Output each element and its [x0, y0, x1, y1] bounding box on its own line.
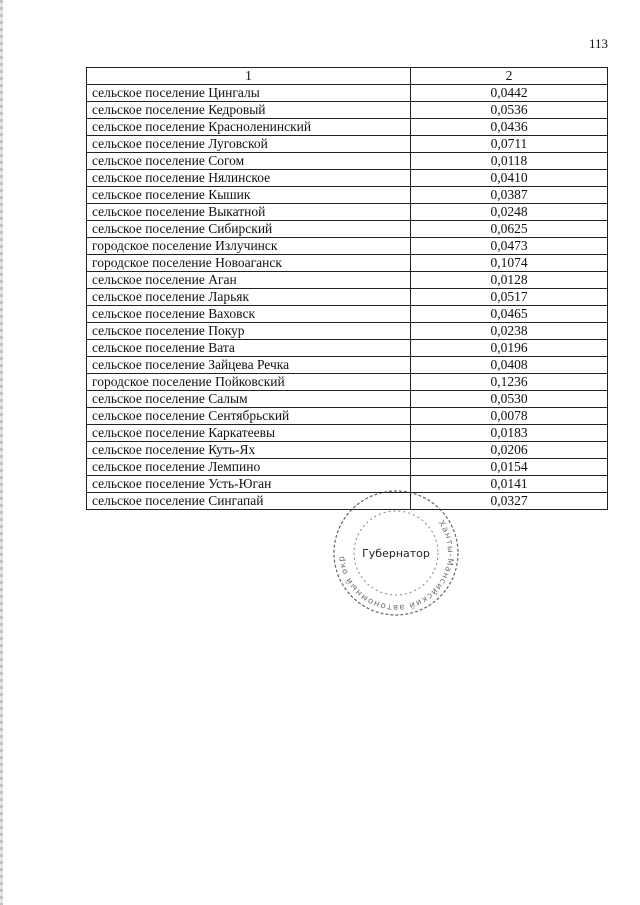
- settlement-name-cell: сельское поселение Каркатеевы: [87, 425, 411, 442]
- table-row: [87, 408, 608, 425]
- coefficient-value-cell: 0,0183: [411, 425, 608, 442]
- settlement-name-cell: сельское поселение Красноленинский: [87, 119, 411, 136]
- settlement-name-cell: сельское поселение Вата: [87, 340, 411, 357]
- coefficient-value-cell: 0,0387: [411, 187, 608, 204]
- table-row: [87, 442, 608, 459]
- settlement-name-cell: сельское поселение Ларьяк: [87, 289, 411, 306]
- coefficient-value-cell: 0,0625: [411, 221, 608, 238]
- settlement-name-cell: сельское поселение Усть-Юган: [87, 476, 411, 493]
- coefficient-value-cell: 0,0141: [411, 476, 608, 493]
- coefficient-value-cell: 0,0410: [411, 170, 608, 187]
- settlement-name-cell: сельское поселение Луговской: [87, 136, 411, 153]
- settlement-name-cell: городское поселение Излучинск: [87, 238, 411, 255]
- table-row: [87, 357, 608, 374]
- page-number: 113: [588, 36, 608, 51]
- coefficient-value-cell: 0,0327: [411, 493, 608, 510]
- coefficient-value-cell: 0,0473: [411, 238, 608, 255]
- stamp-seal-graphic: [325, 488, 467, 618]
- coefficient-value-cell: 0,1074: [411, 255, 608, 272]
- settlement-name-cell: сельское поселение Согом: [87, 153, 411, 170]
- binding-edge: [0, 0, 3, 905]
- table-header-row: [87, 68, 608, 85]
- settlement-name-cell: городское поселение Пойковский: [87, 374, 411, 391]
- column-header-1: 1: [87, 68, 411, 85]
- coefficient-value-cell: 0,0517: [411, 289, 608, 306]
- coefficient-value-cell: 0,0442: [411, 85, 608, 102]
- table-row: [87, 153, 608, 170]
- table-row: [87, 238, 608, 255]
- table-body: [87, 85, 608, 510]
- settlement-name-cell: сельское поселение Сентябрьский: [87, 408, 411, 425]
- coefficient-value-cell: 0,0118: [411, 153, 608, 170]
- table-row: [87, 306, 608, 323]
- column-header-2: 2: [411, 68, 608, 85]
- table-row: [87, 289, 608, 306]
- table-row: [87, 136, 608, 153]
- table-row: [87, 391, 608, 408]
- table-row: [87, 323, 608, 340]
- coefficient-value-cell: 0,0711: [411, 136, 608, 153]
- table-row: [87, 459, 608, 476]
- table-row: [87, 170, 608, 187]
- settlement-name-cell: сельское поселение Салым: [87, 391, 411, 408]
- coefficient-value-cell: 0,0154: [411, 459, 608, 476]
- settlement-name-cell: сельское поселение Зайцева Речка: [87, 357, 411, 374]
- table-row: [87, 255, 608, 272]
- table-row: [87, 374, 608, 391]
- table-row: [87, 340, 608, 357]
- coefficient-value-cell: 0,0238: [411, 323, 608, 340]
- coefficient-value-cell: 0,0248: [411, 204, 608, 221]
- table-row: [87, 119, 608, 136]
- table-row: [87, 102, 608, 119]
- settlement-name-cell: сельское поселение Сингапай: [87, 493, 411, 510]
- coefficient-value-cell: 0,0196: [411, 340, 608, 357]
- settlement-name-cell: городское поселение Новоаганск: [87, 255, 411, 272]
- coefficient-value-cell: 0,1236: [411, 374, 608, 391]
- coefficient-value-cell: 0,0078: [411, 408, 608, 425]
- settlement-name-cell: сельское поселение Нялинское: [87, 170, 411, 187]
- settlement-name-cell: сельское поселение Сибирский: [87, 221, 411, 238]
- coefficient-value-cell: 0,0128: [411, 272, 608, 289]
- coefficient-value-cell: 0,0206: [411, 442, 608, 459]
- settlement-name-cell: сельское поселение Лемпино: [87, 459, 411, 476]
- coefficient-value-cell: 0,0436: [411, 119, 608, 136]
- settlement-name-cell: сельское поселение Кышик: [87, 187, 411, 204]
- table-row: [87, 425, 608, 442]
- coefficient-value-cell: 0,0530: [411, 391, 608, 408]
- settlement-name-cell: сельское поселение Покур: [87, 323, 411, 340]
- table-row: [87, 187, 608, 204]
- data-table: [86, 67, 608, 510]
- settlement-name-cell: сельское поселение Кедровый: [87, 102, 411, 119]
- governor-stamp: [325, 488, 467, 618]
- settlement-name-cell: сельское поселение Куть-Ях: [87, 442, 411, 459]
- settlement-name-cell: сельское поселение Цингалы: [87, 85, 411, 102]
- settlement-name-cell: сельское поселение Ваховск: [87, 306, 411, 323]
- coefficient-value-cell: 0,0465: [411, 306, 608, 323]
- coefficient-value-cell: 0,0408: [411, 357, 608, 374]
- stamp-center-text: Губернатор: [362, 547, 430, 560]
- table-row: [87, 272, 608, 289]
- table-row: [87, 204, 608, 221]
- stamp-ring-text: Ханты-Мансийский автономный окр: [336, 518, 456, 613]
- table-row: [87, 221, 608, 238]
- settlement-name-cell: сельское поселение Аган: [87, 272, 411, 289]
- coefficient-value-cell: 0,0536: [411, 102, 608, 119]
- settlement-name-cell: сельское поселение Выкатной: [87, 204, 411, 221]
- table-row: [87, 85, 608, 102]
